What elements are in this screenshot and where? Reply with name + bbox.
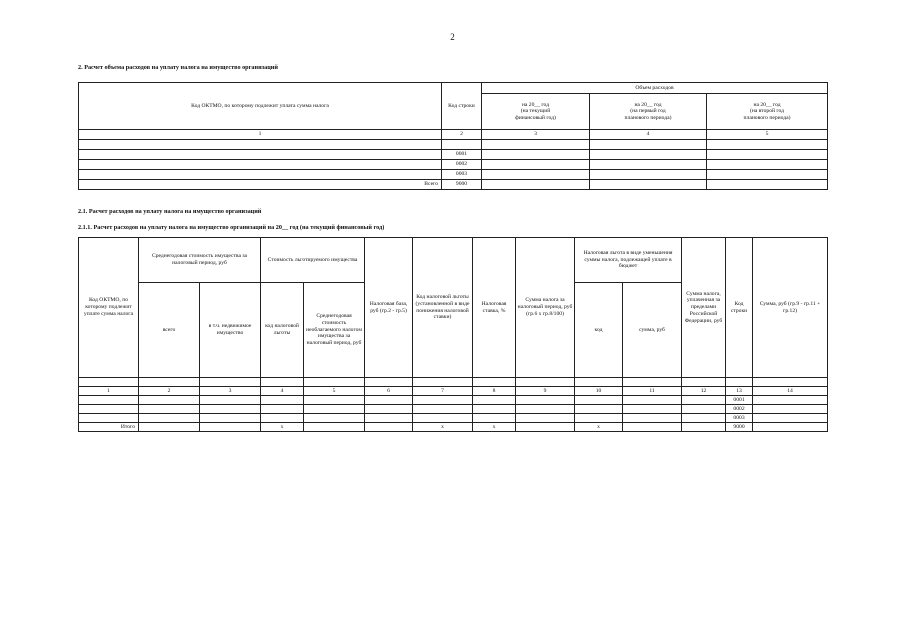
row-code-header: Код строки — [726, 238, 753, 378]
tax-abroad-header: Сумма налога, уплаченная за пределами Российской Федерации, руб — [682, 238, 726, 378]
sum-header: сумма, руб — [623, 283, 682, 378]
section21-title: 2.1. Расчет расходов на уплату налога на имущество организаций — [78, 208, 262, 215]
benefit-code-header: код налоговой льготы — [261, 283, 304, 378]
result-header: Сумма, руб (гр.9 - гр.11 + гр.12) — [753, 238, 828, 378]
benefit-reduction-code-header: Код налоговой льготы (установленной в виде понижения налоговой ставки) — [413, 238, 473, 378]
tax-amount-header: Сумма налога за налоговый период, руб (гр.6 х гр.8/100) — [516, 238, 575, 378]
oktmo-header: Код ОКТМО, по которому подлежит уплата сумма налога — [79, 83, 442, 130]
volume-header: Объем расходов — [482, 83, 828, 94]
table-row: 0003 — [79, 170, 828, 180]
tax-base-header: Налоговая база, руб (гр.2 - гр.5) — [365, 238, 413, 378]
table-row: 0001 — [79, 150, 828, 160]
year-second-header: на 20__ год (на второй год планового периода) — [707, 94, 828, 130]
year-first-header: на 20__ год (на первый год планового периода) — [590, 94, 707, 130]
table-row: 0003 — [79, 414, 828, 423]
tax-rate-header: Налоговая ставка, % — [473, 238, 516, 378]
expenses-volume-table — [78, 82, 828, 190]
section2-title: 2. Расчет объема расходов на уплату налога на имущество организаций — [78, 64, 278, 71]
oktmo-header: Код ОКТМО, по которому подлежит уплате сумма налога — [79, 238, 139, 378]
year-current-header: на 20__ год (на текущий финансовый год) — [482, 94, 590, 130]
column-number-row: 1 2 3 4 5 6 7 8 9 10 11 12 13 14 — [79, 387, 828, 396]
table-row: 0002 — [79, 405, 828, 414]
total-row: Всего 9000 — [79, 180, 828, 190]
code-header: код — [575, 283, 623, 378]
total-row: Итого х х х х 9000 — [79, 423, 828, 432]
tax-calculation-table — [78, 237, 828, 432]
avg-cost-group-header: Среднегодовая стоимость имущества за налоговый период, руб — [139, 238, 261, 283]
benefit-cost-group-header: Стоимость льготируемого имущества — [261, 238, 365, 283]
immovable-header: в т.ч. недвижимое имущество — [200, 283, 261, 378]
reduction-group-header: Налоговая льгота в виде уменьшения суммы налога, подлежащей уплате в бюджет — [575, 238, 682, 283]
row-code-header: Код строки — [442, 83, 482, 130]
page-number: 2 — [450, 32, 455, 42]
table-row: 0001 — [79, 396, 828, 405]
avg-cost-exempt-header: Среднегодовая стоимость необлагаемого налогом имущества за налоговый период, руб — [304, 283, 365, 378]
table-row: 0002 — [79, 160, 828, 170]
section211-title: 2.1.1. Расчет расходов на уплату налога на имущество организаций на 20__ год (на текущий финансовый год) — [78, 224, 385, 231]
total-header: всего — [139, 283, 200, 378]
column-number-row: 1 2 3 4 5 — [79, 130, 828, 140]
